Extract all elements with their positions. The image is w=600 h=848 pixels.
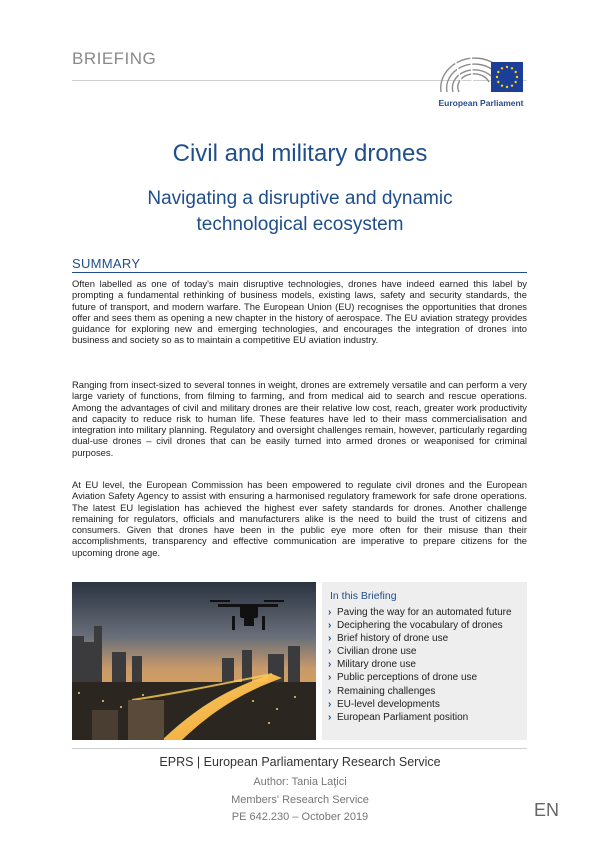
reference-line: PE 642.230 – October 2019 [231,811,369,823]
chevron-right-icon: › [328,659,332,671]
chevron-right-icon: › [328,672,332,684]
summary-paragraph-1: Often labelled as one of today's main disruptive technologies, drones have indeed earned this label by prompting a fundamental rethinking of business models, existing laws, safety and security standards, the future of transport, and modern warfare. The European Union (EU) recognises the opportunities that drones offer and sees them as opening a new chapter in the history of aerospace. The EU aviation strategy provides guidance for exploring new and emerging technologies, and encourages the integration of drones into business and society so as to maintain a competitive EU aviation industry. [72,278,527,346]
in-this-briefing-title: In this Briefing [330,590,397,602]
summary-paragraph-3: At EU level, the European Commission has been empowered to regulate civil drones and the European Aviation Safety Agency to assist with ensuring a harmonised regulatory framework for safe drone operations. The latest EU legislation has achieved the highest ever safety standards for drones. Another challenge remaining for regulators, officials and manufacturers alike is the need to build the trust of citizens and consumers. Given that drones have been in the public eye more often for their misuse than their accomplishments, transparency and effective communication are imperative to prepare citizens for the upcoming drone age. [72,479,527,558]
page-title: Civil and military drones [172,140,428,167]
chevron-right-icon: › [328,646,332,658]
chevron-right-icon: › [328,607,332,618]
summary-divider [72,272,527,273]
list-item: › Paving the way for an automated future [328,607,512,618]
list-item: › Military drone use [328,659,416,671]
chevron-right-icon: › [328,711,332,723]
list-item: › Brief history of drone use [328,633,449,645]
logo-wordmark: European Parliament [438,98,524,108]
chevron-right-icon: › [328,633,332,645]
chevron-right-icon: › [328,698,332,710]
summary-paragraph-2: Ranging from insect-sized to several tonnes in weight, drones are extremely versatile and can perform a very large variety of functions, from filming to farming, and from medical aid to search and rescue operations. Among the advantages of civil and military drones are their relative low cost, reach, greater work productivity and capacity to reduce risk to human life. These features have led to their mass commercialisation and integration into military planning. Regulatory and oversight challenges remain, however, particularly regarding dual-use drones – civil drones that can be easily turned into armed drones or weaponised for criminal purposes. [72,379,527,458]
briefing-contents-list [328,606,523,724]
list-item: › Deciphering the vocabulary of drones [328,620,503,632]
document-type-label: BRIEFING [72,49,157,68]
list-item: › Civilian drone use [328,646,417,658]
chevron-right-icon: › [328,620,332,632]
page-subtitle: Navigating a disruptive and dynamic technological ecosystem [147,188,453,235]
chevron-right-icon: › [328,685,332,697]
list-item: › EU-level developments [328,698,440,710]
department-line: Members' Research Service [231,794,369,806]
author-line: Author: Tania Laţici [253,776,347,788]
list-item: › Public perceptions of drone use [328,672,478,684]
drone-city-photo [72,582,316,740]
list-item: › European Parliament position [328,711,469,723]
service-name: EPRS | European Parliamentary Research Service [159,755,441,769]
language-code: EN [534,800,560,820]
footer-divider [72,748,527,749]
list-item: › Remaining challenges [328,685,436,697]
summary-heading: SUMMARY [72,256,141,271]
